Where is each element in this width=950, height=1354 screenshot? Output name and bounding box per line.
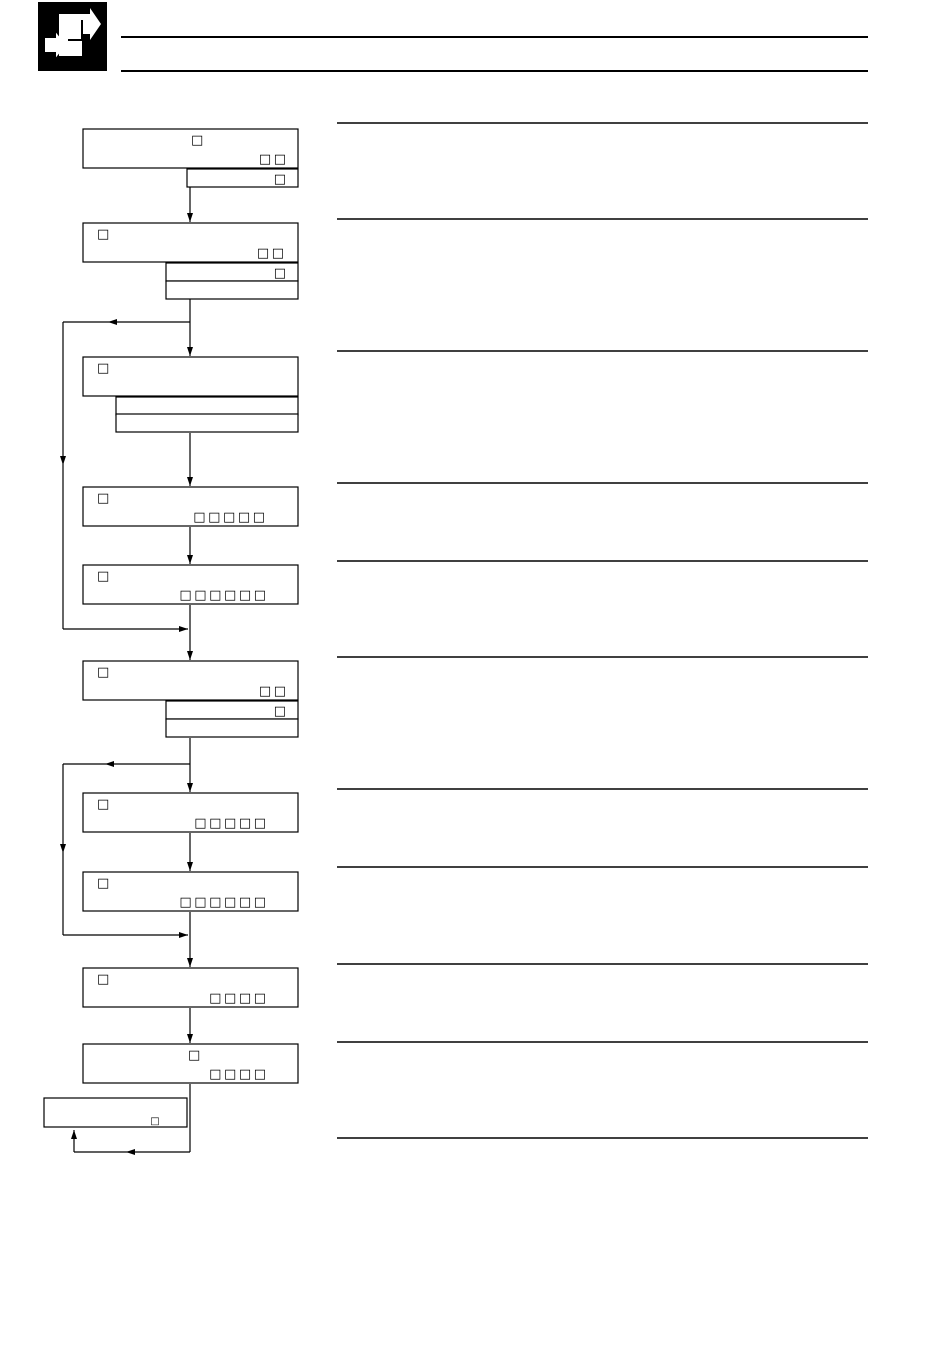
step-title-glyph: □ bbox=[97, 876, 110, 891]
step-sub-row bbox=[166, 281, 298, 299]
step-value-glyphs: □ □ bbox=[258, 684, 286, 699]
step-sub-row bbox=[116, 397, 298, 415]
step-value-glyphs: □ □ □ □ □ □ bbox=[179, 588, 266, 603]
step-value-glyphs: □ □ bbox=[256, 246, 284, 261]
step-sub-row bbox=[166, 719, 298, 737]
step-value-glyphs: □ □ □ □ bbox=[209, 1067, 266, 1082]
step-title-glyph: □ bbox=[97, 665, 110, 680]
step-value-glyphs: □ □ □ □ □ bbox=[193, 510, 265, 525]
header-logo bbox=[38, 2, 107, 71]
step-value-glyphs: □ □ □ □ bbox=[209, 991, 266, 1006]
sub-row-glyph: □ bbox=[273, 704, 286, 719]
flow-step bbox=[83, 487, 298, 526]
flow-step bbox=[83, 565, 298, 604]
sub-row-glyph: □ bbox=[273, 266, 286, 281]
sub-row-glyph: □ bbox=[273, 172, 286, 187]
return-box-frame bbox=[44, 1098, 187, 1127]
description-rules bbox=[337, 123, 868, 1138]
flow-step bbox=[83, 661, 298, 737]
step-value-glyphs: □ □ bbox=[258, 152, 286, 167]
return-box bbox=[44, 1098, 187, 1127]
step-title-glyph: □ bbox=[97, 361, 110, 376]
return-box-glyph: □ bbox=[150, 1116, 160, 1127]
flow-boxes bbox=[44, 129, 298, 1127]
step-title-glyph: □ bbox=[191, 133, 204, 148]
flow-step bbox=[83, 129, 298, 187]
flow-step bbox=[83, 872, 298, 911]
step-value-glyphs: □ □ □ □ □ □ bbox=[179, 895, 266, 910]
step-box bbox=[83, 357, 298, 396]
flow-step bbox=[83, 223, 298, 299]
step-title-glyph: □ bbox=[97, 569, 110, 584]
flow-step bbox=[83, 793, 298, 832]
step-title-glyph: □ bbox=[97, 797, 110, 812]
flow-step bbox=[83, 1044, 298, 1083]
flow-step bbox=[83, 968, 298, 1007]
step-title-glyph: □ bbox=[97, 972, 110, 987]
step-value-glyphs: □ □ □ □ □ bbox=[194, 816, 266, 831]
step-sub-row bbox=[116, 414, 298, 432]
flow-step bbox=[83, 357, 298, 432]
step-title-glyph: □ bbox=[97, 491, 110, 506]
step-box bbox=[83, 487, 298, 526]
step-title-glyph: □ bbox=[188, 1048, 201, 1063]
step-title-glyph: □ bbox=[97, 227, 110, 242]
